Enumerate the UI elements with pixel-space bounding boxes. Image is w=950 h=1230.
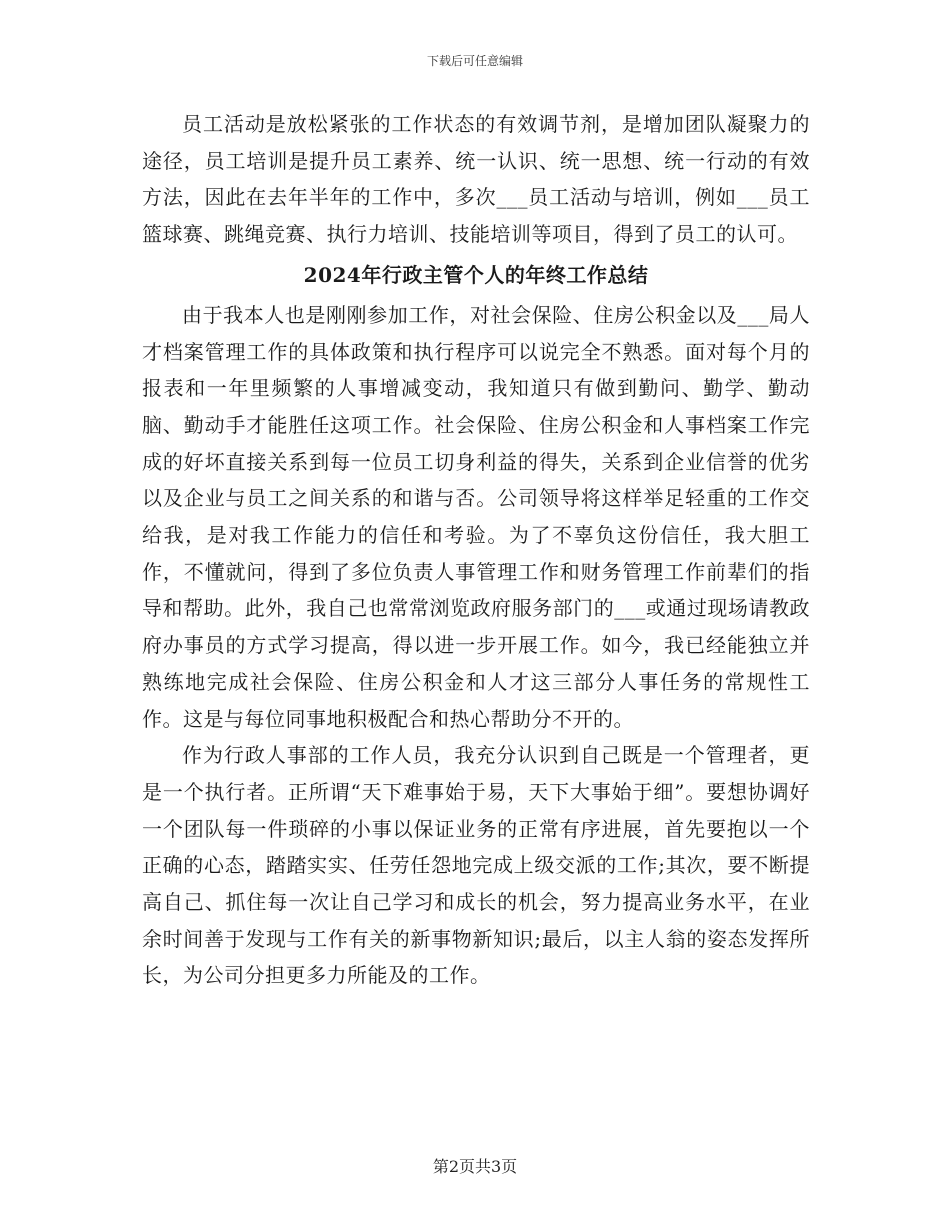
document-title: 2024年行政主管个人的年终工作总结 (303, 262, 649, 287)
intro-paragraph: 员工活动是放松紧张的工作状态的有效调节剂，是增加团队凝聚力的途径，员工培训是提升员工素养、统一认识、统一思想、统一行动的有效方法，因此在去年半年的工作中，多次___员工活动与培训，例如___员工篮球赛、跳绳竞赛、执行力培训、技能培训等项目，得到了员工的认可。 (142, 112, 810, 247)
document-body (142, 106, 810, 994)
page-header: 下载后可任意编辑 (426, 54, 523, 68)
body-paragraph-1: 由于我本人也是刚刚参加工作，对社会保险、住房公积金以及___局人才档案管理工作的具体政策和执行程序可以说完全不熟悉。面对每个月的报表和一年里频繁的人事增减变动，我知道只有做到勤问、勤学、勤动脑、勤动手才能胜任这项工作。社会保险、住房公积金和人事档案工作完成的好坏直接关系到每一位员工切身利益的得失，关系到企业信誉的优劣以及企业与员工之间关系的和谐与否。公司领导将这样举足轻重的工作交给我，是对我工作能力的信任和考验。为了不辜负这份信任，我大胆工作，不懂就问，得到了多位负责人事管理工作和财务管理工作前辈们的指导和帮助。此外，我自己也常常浏览政府服务部门的___或通过现场请教政府办事员的方式学习提高，得以进一步开展工作。如今，我已经能独立并熟练地完成社会保险、住房公积金和人才这三部分人事任务的常规性工作。这是与每位同事地积极配合和热心帮助分不开的。 (142, 302, 810, 731)
body-paragraph-2: 作为行政人事部的工作人员，我充分认识到自己既是一个管理者，更是一个执行者。正所谓“天下难事始于易，天下大事始于细”。要想协调好一个团队每一件琐碎的小事以保证业务的正常有序进展，首先要抱以一个正确的心态，踏踏实实、任劳任怨地完成上级交派的工作;其次，要不断提高自己、抓住每一次让自己学习和成长的机会，努力提高业务水平，在业余时间善于发现与工作有关的新事物新知识;最后，以主人翁的姿态发挥所长，为公司分担更多力所能及的工作。 (142, 743, 810, 988)
page-footer: 第2页共3页 (432, 1157, 518, 1176)
